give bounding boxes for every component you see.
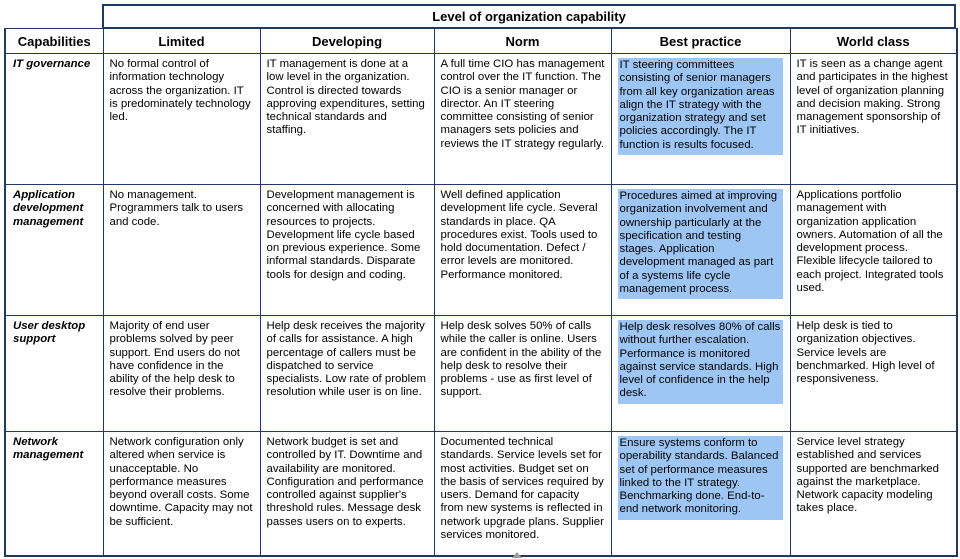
norm-cell: Help desk solves 50% of calls while the caller is online. Users are confident in the ability of the help desk to resolve their problems - use as first level of support. (434, 316, 611, 432)
capability-table (4, 28, 958, 557)
limited-cell: Network configuration only altered when service is unacceptable. No performance measures beyond overall costs. Some downtime. Capacity may not be sufficient. (103, 432, 260, 557)
capability-cell: User desktop support (5, 316, 103, 432)
scroll-marker-icon (512, 552, 522, 558)
world-class-cell: IT is seen as a change agent and participates in the highest level of organization planning and decision making. Strong management sponsorship of IT initiatives. (790, 54, 957, 185)
capability-cell: Application development management (5, 185, 103, 316)
best-practice-cell (611, 432, 790, 557)
world-class-cell: Service level strategy established and services supported are benchmarked against the marketplace. Network capacity modeling takes place. (790, 432, 957, 557)
limited-cell: Majority of end user problems solved by peer support. End users do not have confidence in the ability of the help desk to resolve their problems. (103, 316, 260, 432)
column-header-developing: Developing (260, 29, 434, 54)
best-practice-highlight: Help desk resolves 80% of calls without further escalation. Performance is monitored against service standards. High level of confidence in the help desk. (618, 320, 783, 404)
header-row (5, 29, 957, 54)
world-class-cell: Help desk is tied to organization objectives. Service levels are benchmarked. High level of responsiveness. (790, 316, 957, 432)
best-practice-highlight: Ensure systems conform to operability standards. Balanced set of performance measures linked to the IT strategy. Benchmarking done. End-to-end network monitoring. (618, 436, 783, 520)
level-header: Level of organization capability (102, 4, 956, 28)
column-header-norm: Norm (434, 29, 611, 54)
best-practice-cell (611, 185, 790, 316)
best-practice-cell (611, 316, 790, 432)
developing-cell: IT management is done at a low level in the organization. Control is directed towards approving expenditures, setting technical standards and staffing. (260, 54, 434, 185)
column-header-world-class: World class (790, 29, 957, 54)
column-header-capabilities: Capabilities (5, 29, 103, 54)
world-class-cell: Applications portfolio management with organization application owners. Automation of all the development process. Flexible lifecycle tailored to each project. Integrated tools used. (790, 185, 957, 316)
column-header-best-practice: Best practice (611, 29, 790, 54)
developing-cell: Network budget is set and controlled by IT. Downtime and availability are monitored. Configuration and performance controlled against supplier's threshold rules. Message desk passes users on to experts. (260, 432, 434, 557)
norm-cell: Documented technical standards. Service levels set for most activities. Budget set on the basis of services required by users. Demand for capacity from new systems is reflected in network upgrade plans. Supplier services monitored. (434, 432, 611, 557)
table-row (5, 432, 957, 557)
best-practice-highlight: Procedures aimed at improving organization involvement and ownership particularly at the specification and testing stages. Application development managed as part of a systems life cycle management process. (618, 189, 783, 299)
table-row (5, 185, 957, 316)
developing-cell: Development management is concerned with allocating resources to projects. Development life cycle based on previous experience. Some informal standards. Disparate tools for design and coding. (260, 185, 434, 316)
developing-cell: Help desk receives the majority of calls for assistance. A high percentage of callers must be dispatched to service specialists. Low rate of problem resolution while user is on line. (260, 316, 434, 432)
norm-cell: Well defined application development life cycle. Several standards in place. QA procedures exist. Tools used to hold documentation. Defect / error levels are monitored. Performance monitored. (434, 185, 611, 316)
capability-cell: IT governance (5, 54, 103, 185)
limited-cell: No formal control of information technology across the organization. IT is predominately technology led. (103, 54, 260, 185)
table-row (5, 54, 957, 185)
table-row (5, 316, 957, 432)
norm-cell: A full time CIO has management control over the IT function. The CIO is a senior manager or director. An IT steering committee consisting of senior managers sets policies and reviews the IT strategy regularly. (434, 54, 611, 185)
column-header-limited: Limited (103, 29, 260, 54)
capability-cell: Network management (5, 432, 103, 557)
best-practice-cell (611, 54, 790, 185)
limited-cell: No management. Programmers talk to users and code. (103, 185, 260, 316)
best-practice-highlight: IT steering committees consisting of senior managers from all key organization areas align the IT strategy with the organization strategy and set policies accordingly. The IT function is results focused. (618, 58, 783, 155)
